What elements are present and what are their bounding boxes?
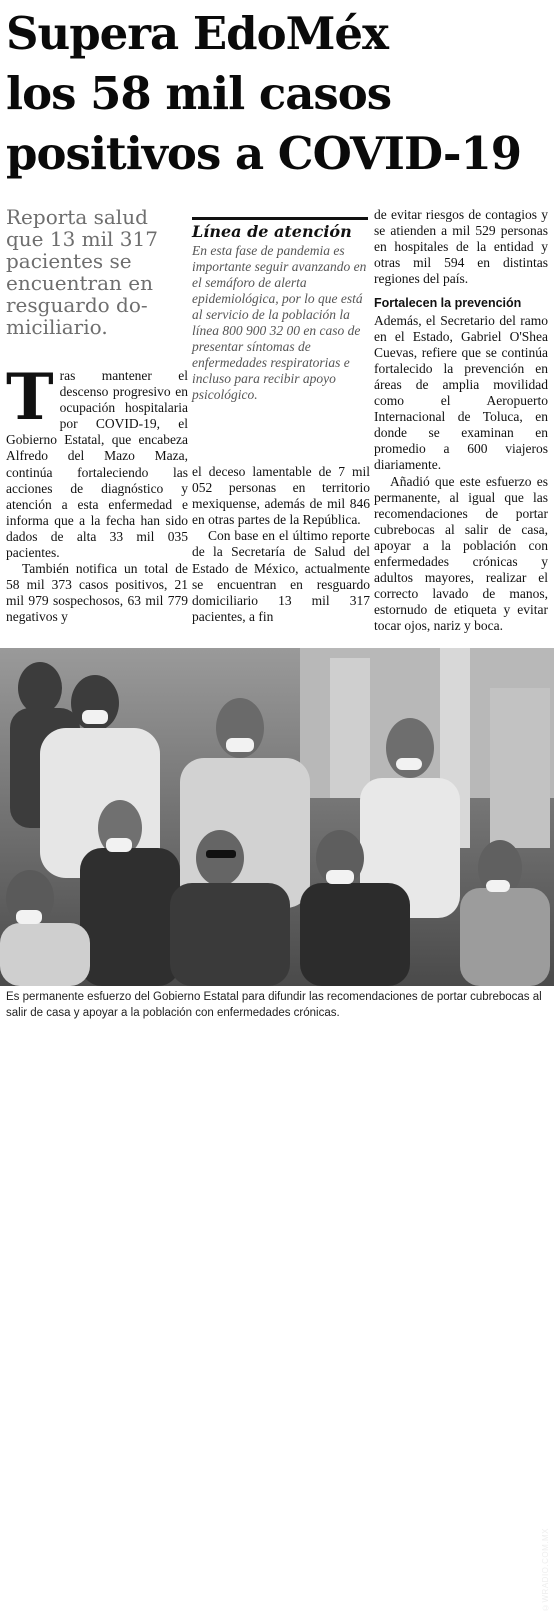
paragraph: Añadió que este esfuerzo es permanente, al igual que las recomendaciones de portar cubrebocas al salir de casa, apoyar a la población con enfermedades crónicas y adultos mayores, realizar el correcto lavado de manos, estornudo de etiqueta y evitar tocar ojos, nariz y boca. xyxy=(374,473,548,634)
crowd-photo-illustration xyxy=(0,648,554,986)
sidebar-body: En esta fase de pandemia es importante seguir avanzando en el semáforo de alerta epidemiológica, por lo que está al servicio de la población la línea 800 900 32 00 en caso de presentar síntomas de enfermedades respiratorias e incluso para recibir apoyo psicológico. xyxy=(192,243,367,402)
paragraph: de evitar riesgos de contagios y se atienden a mil 529 personas en hospitales de la entidad y otras mil 594 en distintas regiones del país. xyxy=(374,207,548,287)
headline-line-2: los 58 mil casos xyxy=(6,67,392,120)
headline-line-3: positivos a COVID-19 xyxy=(6,127,522,180)
paragraph: También notifica un total de 58 mil 373 casos positivos, 21 mil 979 sospechosos, 63 mil 779 negativos y xyxy=(6,561,188,625)
lede-summary: Reporta salud que 13 mil 317 pacientes se encuentran en resguardo domiciliario. xyxy=(6,205,158,339)
paragraph: Además, el Secretario del ramo en el Estado, Gabriel O'Shea Cuevas, refiere que se continúa fortalecido la prevención en áreas de amplia movilidad como el Aeropuerto Internacional de Toluca, en donde se examinan en promedio a 600 viajeros diariamente. xyxy=(374,312,548,473)
sidebar-box xyxy=(192,217,368,403)
sidebar-title: Línea de atención xyxy=(192,217,368,242)
paragraph xyxy=(6,360,188,561)
article-column-2 xyxy=(192,464,370,625)
paragraph: el deceso lamentable de 7 mil 052 personas en territorio mexiquense, además de mil 846 en otras partes de la República. xyxy=(192,464,370,528)
subheading: Fortalecen la prevención xyxy=(374,296,522,311)
article-column-1 xyxy=(6,360,188,626)
paragraph: Con base en el último reporte de la Secretaría de Salud del Estado de México, actualmente se encuentran en resguardo domiciliario 13 mil 317 pacientes, a fin xyxy=(192,528,370,624)
paragraph-text: ras mantener el descenso progresivo en ocupación hospitalaria por COVID-19, el Gobierno Estatal, que encabeza Alfredo del Mazo Maza, continúa fortaleciendo las acciones de diagnóstico y atención a esta enfermedad e informa que a la fecha han sido dados de alta 33 mil 035 pacientes. xyxy=(6,368,188,561)
photo-credit: ©WRADIO.COM.MX xyxy=(541,1528,550,1612)
headline xyxy=(6,4,550,184)
headline-line-1: Supera EdoMéx xyxy=(6,7,388,60)
article-column-3 xyxy=(374,207,548,634)
photo-caption: Es permanente esfuerzo del Gobierno Estatal para difundir las recomendaciones de portar cubrebocas al salir de casa y apoyar a la población con enfermedades crónicas. xyxy=(6,991,542,1019)
drop-cap: T xyxy=(6,360,54,435)
